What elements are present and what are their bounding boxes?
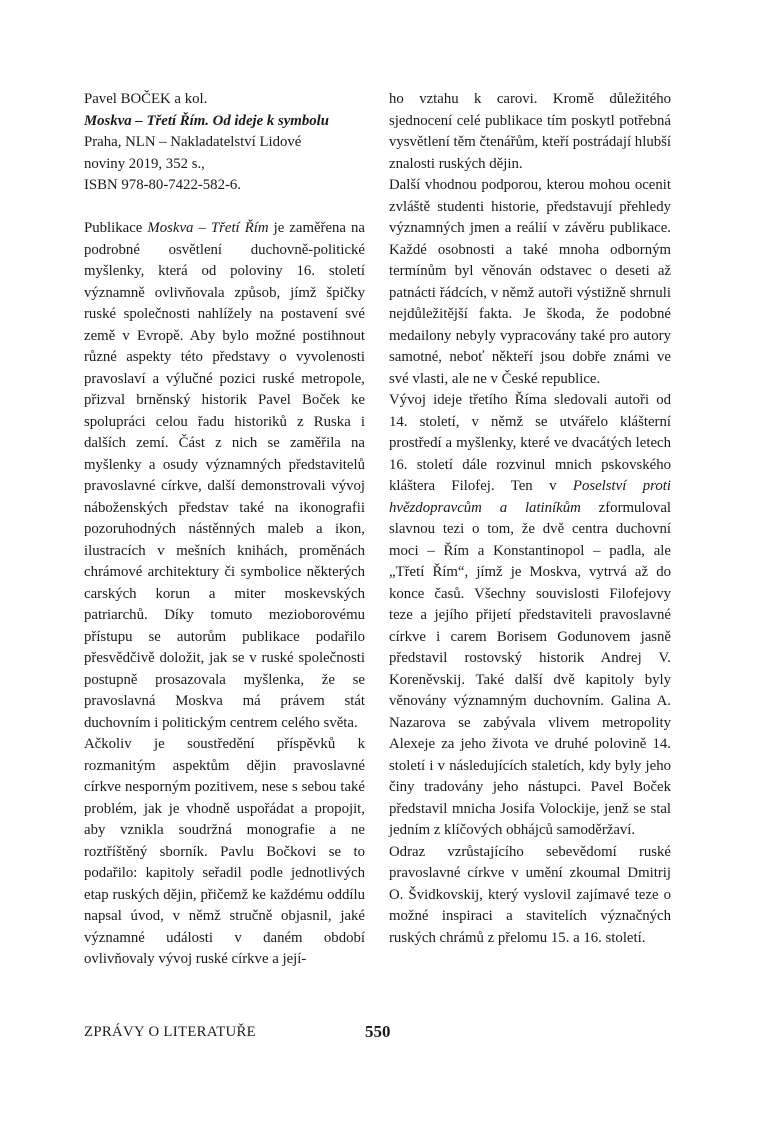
right-paragraph-4: Odraz vzrůstajícího sebevědomí ruské pravoslavné církve v umění zkoumal Dmitrij O. Švidkovskij, který vyslovil zajímavé teze o možné inspiraci a stavitelích význačných ruských chrámů z přelomu 15. a 16. století.	[389, 843, 671, 946]
citation-publisher-line-1: Praha, NLN – Nakladatelství Lidové	[84, 134, 302, 150]
left-paragraph-1: Publikace Moskva – Třetí Řím je zaměřena na podrobné osvětlení duchovně-politické myšlenky, která od poloviny 16. století významně ovlivňovala způsob, jímž špičky ruské společnosti nahlížely na postavení své země v Evropě. Aby bylo možné postihnout různé aspekty této představy o vyvolenosti pravoslaví a výlučné pozici ruské metropole, přizval brněnský historik Pavel Boček ke spolupráci celou řadu historiků z Ruska i dalších zemí. Část z nich se zaměřila na myšlenky a osudy významných představitelů pravoslavné církve, další demonstrovali vývoj náboženských představ také na ikonografii pozoruhodných nástěnných maleb a ikon, ilustracích v mešních knihách, proměnách chrámové architektury či symbolice některých carských korun a miter moskevských patriarchů. Díky tomuto mezioborovému přístupu se autorům publikace podařilo přesvědčivě doložit, jak se v ruské společnosti postupně prosazovala myšlenka, že se pravoslavná Moskva má právem stát duchovním i politickým centrem celého světa.	[84, 220, 365, 731]
right-paragraph-1: ho vztahu k carovi. Kromě důležitého sjednocení celé publikace tím poskytl potřebná vysvětlení těm čtenářům, kteří postrádají hlubší znalosti ruských dějin.	[389, 91, 671, 172]
citation-author: Pavel BOČEK a kol.	[84, 91, 208, 107]
page-number: 550	[365, 1022, 391, 1041]
work-title-italic: Poselství proti hvězdopravcům a latiníkům	[389, 478, 671, 516]
citation-publisher-line-2: noviny 2019, 352 s.,	[84, 155, 205, 172]
left-column	[84, 89, 365, 971]
right-paragraph-2: Další vhodnou podporou, kterou mohou ocenit zvláště studenti historie, představují přehledy významných jmen a reálií v závěru publikace. Každé osobnosti a také mnoha odborným termínům byl věnován odstavec o deseti až patnácti řádcích, v němž autoři výstižně shrnuli nejdůležitější fakta. Je škoda, že podobné medailony nebyly vypracovány také pro autory samotné, neboť někteří jsou dobře známi ve své vlasti, ale ne v České republice.	[389, 177, 671, 387]
footer-section-title: ZPRÁVY O LITERATUŘE	[84, 1024, 257, 1040]
book-title-italic: Moskva – Třetí Řím	[147, 220, 269, 236]
book-citation	[84, 89, 365, 197]
right-paragraph-3: Vývoj ideje třetího Říma sledovali autoři od 14. století, v němž se utvářelo klášterní prostředí a myšlenky, které ve dvacátých letech 16. století dále rozvinul mnich pskovského kláštera Filofej. Ten v Poselství proti hvězdopravcům a latiníkům zformuloval slavnou tezi o tom, že dvě centra duchovní moci – Řím a Konstantinopol – padla, ale „Třetí Řím“, jímž je Moskva, vytrvá až do konce časů. Všechny souvislosti Filofejovy teze a jejího přijetí představiteli pravoslavné církve i carem Borisem Godunovem jasně představil rostovský historik Andrej V. Koreněvskij. Také další dvě kapitoly byly věnovány významným duchovním. Galina A. Nazarova se zabývala vlivem metropolity Alexeje za jeho života ve druhé polovině 14. století i v následujících staletích, kdy byly jeho činy tradovány jeho nástupci. Pavel Boček představil mnicha Josifa Volockije, jenž se stal jedním z klíčových obhájců samoděržaví.	[389, 392, 671, 838]
citation-title: Moskva – Třetí Řím. Od ideje k symbolu	[84, 112, 329, 129]
citation-isbn: ISBN 978-80-7422-582-6.	[84, 177, 242, 193]
right-column	[389, 89, 671, 949]
left-paragraph-2: Ačkoliv je soustředění příspěvků k rozmanitým aspektům dějin pravoslavné církve nesporným pozitivem, nese s sebou také problém, jak je vhodně uspořádat a propojit, aby vznikla soudržná monografie a ne roztříštěný sborník. Pavlu Bočkovi se to podařilo: kapitoly seřadil podle jednotlivých etap ruských dějin, přičemž ke každému oddílu napsal úvod, v němž stručně objasnil, jaké významné události v daném období ovlivňovaly vývoj ruské církve a její-	[84, 736, 365, 967]
